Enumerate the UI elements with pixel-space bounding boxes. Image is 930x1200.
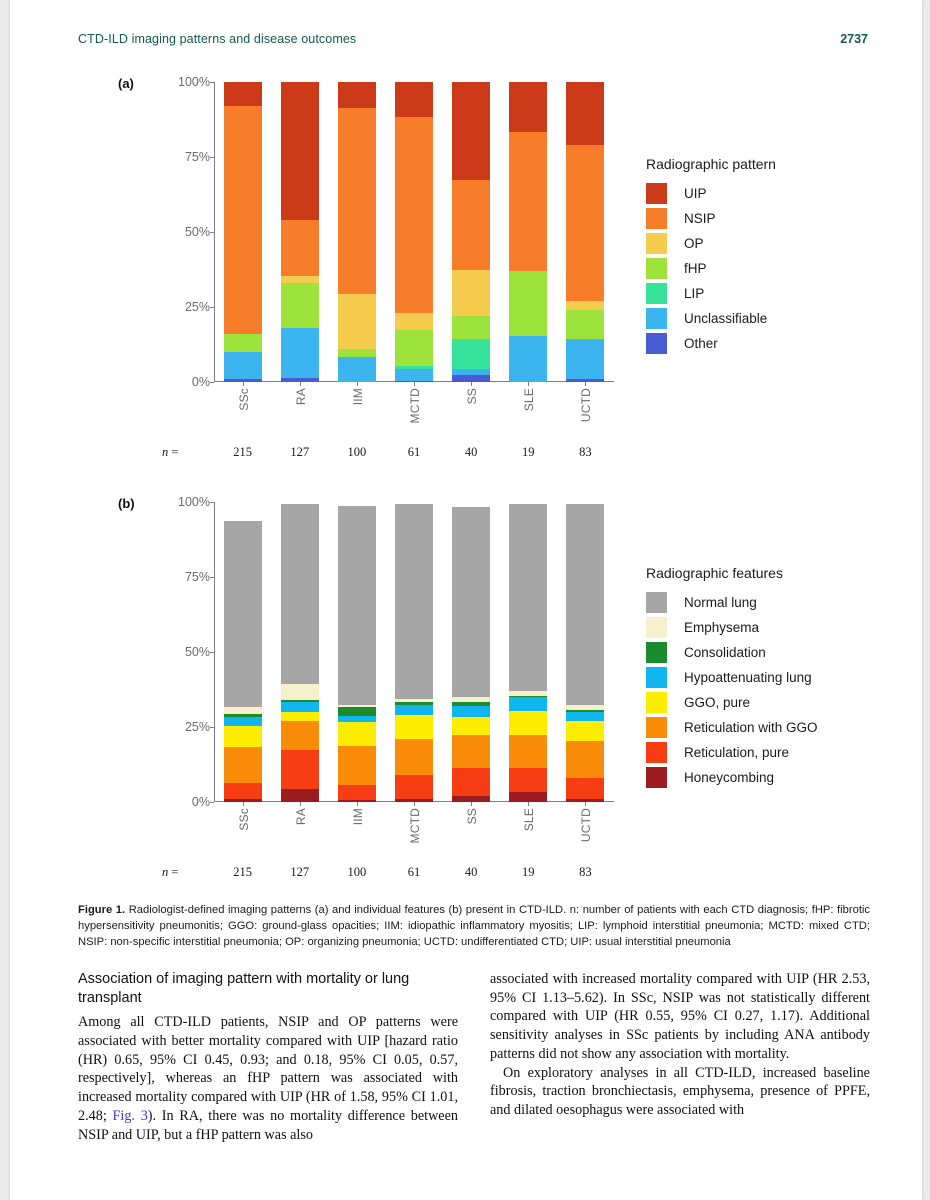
left-paragraph-1-part1: Among all CTD-ILD patients, NSIP and OP patterns were associated with better mortality compared with UIP [hazard ratio (HR) 0.65, 95% CI 0.45, 0.93; and 0.18, 95% CI 0.05, 0.57, respectively], whereas an fHP pattern was associated with increased mortality compared with UIP (HR of 1.58, 95% CI 1.01, 2.48;: [78, 1014, 458, 1124]
bar-segment: [395, 313, 433, 330]
y-axis-tick-label: 25%: [184, 720, 210, 734]
x-axis-tick-mark: [471, 802, 472, 806]
bar-segment: [509, 82, 547, 132]
n-value: 83: [579, 865, 592, 879]
y-axis-tick-label: 50%: [184, 225, 210, 239]
left-paragraph-1: [78, 1013, 458, 1144]
bar-segment: [452, 270, 490, 317]
x-axis-tick-label: MCTD: [408, 388, 422, 424]
bar-segment: [338, 108, 376, 294]
n-label-b: n =: [162, 865, 179, 879]
x-axis-tick-mark: [585, 382, 586, 386]
x-axis-tick-mark: [528, 382, 529, 386]
y-axis-tick-mark: [210, 382, 214, 383]
bar-segment: [281, 328, 319, 378]
stacked-bar: [338, 506, 376, 802]
bar-segment: [395, 715, 433, 739]
legend-item: [646, 256, 776, 281]
legend-color-swatch: [646, 742, 667, 763]
legend-item-label: OP: [684, 236, 704, 251]
y-axis-tick-mark: [210, 652, 214, 653]
x-axis-tick-mark: [357, 382, 358, 386]
bar-segment: [281, 276, 319, 284]
legend-item-label: Unclassifiable: [684, 311, 768, 326]
bar-segment: [452, 507, 490, 698]
legend-item-label: Other: [684, 336, 718, 351]
n-row-a: [78, 445, 638, 461]
legend-color-swatch: [646, 692, 667, 713]
bar-segment: [452, 706, 490, 717]
legend-item-label: fHP: [684, 261, 707, 276]
x-axis-tick-label: UCTD: [579, 808, 594, 843]
legend-item-label: Hypoattenuating lung: [684, 670, 812, 685]
n-value: 83: [579, 445, 592, 459]
figure-1: [78, 60, 878, 892]
y-axis-tick-label: 100%: [178, 75, 210, 89]
page-number: 2737: [840, 32, 868, 46]
bar-segment: [395, 775, 433, 799]
x-axis-tick-mark: [243, 802, 244, 806]
figure-3-link[interactable]: Fig. 3: [112, 1107, 148, 1124]
legend-item: [646, 765, 818, 790]
bar-segment: [281, 789, 319, 803]
bar-segment: [281, 721, 319, 750]
bar-segment: [395, 369, 433, 381]
bar-segment: [338, 357, 376, 383]
bar-segment: [509, 504, 547, 692]
bar-segment: [395, 705, 433, 716]
bar-segment: [224, 747, 262, 783]
legend-item-label: Reticulation, pure: [684, 745, 790, 760]
legend-item-label: Reticulation with GGO: [684, 720, 818, 735]
bar-segment: [509, 792, 547, 803]
legend-color-swatch: [646, 308, 667, 329]
n-value: 127: [290, 445, 310, 459]
x-axis-tick-label: SSc: [236, 808, 251, 831]
journal-page: [10, 0, 922, 1200]
x-axis-tick-mark: [300, 382, 301, 386]
x-axis-tick-mark: [414, 802, 415, 806]
legend-color-swatch: [646, 767, 667, 788]
bar-group-b: [214, 502, 614, 802]
bar-segment: [224, 521, 262, 707]
n-value: 19: [522, 445, 535, 459]
legend-item: [646, 231, 776, 256]
stacked-bar: [452, 82, 490, 382]
n-value: 40: [464, 865, 478, 879]
bar-segment: [338, 506, 376, 706]
bar-segment: [224, 707, 262, 715]
legend-item: [646, 331, 776, 356]
legend-item-label: LIP: [684, 286, 705, 301]
y-axis-tick-label: 25%: [184, 300, 210, 314]
legend-item: [646, 665, 818, 690]
legend-color-swatch: [646, 717, 667, 738]
x-axis-tick-mark: [357, 802, 358, 806]
bar-segment: [338, 82, 376, 108]
stacked-bar: [338, 82, 376, 382]
legend-color-swatch: [646, 258, 667, 279]
y-axis-tick-label: 100%: [178, 495, 210, 509]
bar-segment: [281, 750, 319, 789]
bar-segment: [224, 717, 262, 726]
x-axis-tick-label: SSc: [236, 388, 251, 411]
bar-segment: [395, 504, 433, 699]
stacked-bar: [281, 82, 319, 382]
legend-color-swatch: [646, 208, 667, 229]
bar-segment: [224, 783, 262, 800]
n-row-b: [78, 865, 638, 881]
y-axis-tick-label: 75%: [184, 570, 210, 584]
bar-segment: [452, 375, 490, 383]
bar-segment: [395, 117, 433, 314]
stacked-bar: [224, 82, 262, 382]
legend-item: [646, 306, 776, 331]
bar-segment: [509, 768, 547, 792]
bar-segment: [509, 271, 547, 336]
bar-segment: [338, 707, 376, 716]
bar-segment: [224, 334, 262, 352]
bar-segment: [281, 504, 319, 684]
x-axis-tick-label: UCTD: [579, 388, 594, 423]
figure-caption: [78, 903, 870, 951]
n-value: 61: [407, 445, 421, 459]
x-axis-tick-label: RA: [293, 808, 308, 826]
bar-segment: [281, 712, 319, 721]
legend-item-label: NSIP: [684, 211, 716, 226]
legend-color-swatch: [646, 283, 667, 304]
legend-b-title: Radiographic features: [646, 565, 783, 581]
x-axis-tick-mark: [414, 382, 415, 386]
stacked-bar: [509, 82, 547, 382]
right-paragraph-2: On exploratory analyses in all CTD-ILD, increased baseline fibrosis, traction bronchiectasis, emphysema, presence of PPFE, and dilated oesophagus were associated with: [490, 1064, 870, 1119]
legend-color-swatch: [646, 233, 667, 254]
bar-segment: [281, 702, 319, 713]
n-value: 100: [347, 865, 367, 879]
legend-a-title: Radiographic pattern: [646, 156, 776, 172]
legend-item: [646, 206, 776, 231]
legend-item: [646, 281, 776, 306]
legend-color-swatch: [646, 667, 667, 688]
stacked-bar: [395, 504, 433, 803]
stacked-bar: [566, 82, 604, 382]
right-column: [490, 970, 870, 1144]
body-columns: [78, 970, 870, 1144]
y-axis-tick-mark: [210, 232, 214, 233]
bar-segment: [566, 504, 604, 705]
n-value: 215: [233, 865, 252, 879]
y-axis-tick-label: 0%: [191, 795, 210, 809]
bar-segment: [509, 132, 547, 272]
stacked-bar: [452, 507, 490, 803]
legend-item: [646, 740, 818, 765]
legend-color-swatch: [646, 183, 667, 204]
bar-segment: [566, 778, 604, 799]
x-axis-tick-label: IIM: [350, 388, 365, 406]
bar-segment: [566, 741, 604, 779]
stacked-bar: [281, 504, 319, 803]
legend-color-swatch: [646, 333, 667, 354]
legend-color-swatch: [646, 642, 667, 663]
plot-area-a: [178, 75, 614, 424]
bar-segment: [509, 711, 547, 735]
figure-caption-prefix: Figure 1.: [78, 904, 126, 916]
y-axis-tick-mark: [210, 82, 214, 83]
bar-segment: [452, 735, 490, 768]
y-axis-tick-label: 75%: [184, 150, 210, 164]
bar-segment: [452, 180, 490, 270]
bar-segment: [338, 746, 376, 785]
legend-item-label: Honeycombing: [684, 770, 775, 785]
bar-segment: [395, 82, 433, 117]
bar-segment: [566, 145, 604, 301]
bar-segment: [395, 330, 433, 366]
bar-segment: [452, 316, 490, 339]
bar-segment: [566, 82, 604, 145]
bar-group-a: [214, 82, 614, 382]
x-axis-tick-mark: [528, 802, 529, 806]
bar-segment: [224, 82, 262, 106]
y-axis-tick-mark: [210, 502, 214, 503]
bar-segment: [509, 336, 547, 383]
bar-segment: [566, 301, 604, 310]
x-axis-tick-label: SLE: [522, 808, 537, 832]
y-axis-tick-mark: [210, 577, 214, 578]
panel-b-label: (b): [118, 496, 135, 511]
bar-segment: [452, 768, 490, 797]
legend-item-label: Consolidation: [684, 645, 766, 660]
bar-segment: [338, 349, 376, 357]
left-paragraph-1-part2: ). In RA, there was no mortality difference between NSIP and UIP, but a fHP pattern was also: [78, 1107, 458, 1143]
n-value: 19: [522, 865, 535, 879]
x-axis-tick-label: SS: [465, 388, 480, 405]
legend-b: [646, 565, 818, 790]
bar-segment: [452, 339, 490, 369]
bar-segment: [452, 82, 490, 180]
running-head-title: CTD-ILD imaging patterns and disease outcomes: [78, 32, 357, 46]
legend-item-label: UIP: [684, 186, 707, 201]
stacked-bar: [509, 504, 547, 803]
bar-segment: [338, 785, 376, 800]
legend-item-label: Normal lung: [684, 595, 757, 610]
plot-area-b: [178, 495, 614, 844]
n-value: 40: [464, 445, 478, 459]
n-value: 61: [407, 865, 421, 879]
bar-segment: [224, 726, 262, 747]
n-value: 215: [233, 445, 252, 459]
n-value: 100: [347, 445, 367, 459]
n-label-a: n =: [162, 445, 179, 459]
legend-color-swatch: [646, 592, 667, 613]
n-value: 127: [290, 865, 310, 879]
bar-segment: [509, 697, 547, 711]
y-axis-tick-mark: [210, 307, 214, 308]
legend-item: [646, 640, 818, 665]
y-axis-tick-mark: [210, 157, 214, 158]
panel-a-label: (a): [118, 76, 134, 91]
legend-item-label: Emphysema: [684, 620, 760, 635]
x-axis-tick-mark: [585, 802, 586, 806]
bar-segment: [338, 294, 376, 350]
bar-segment: [452, 717, 490, 735]
chart-panel-b: [78, 480, 878, 892]
bar-segment: [281, 684, 319, 701]
figure-caption-text: Radiologist-defined imaging patterns (a) and individual features (b) present in CTD-ILD. n: number of patients with each CTD diagnosis; fHP: fibrotic hypersensitivity pneumonitis; GGO: ground-glass opacities; IIM: idiopathic inflammatory myositis; LIP: lymphoid interstitial pneumonia; MCTD: mixed CTD; NSIP: non-specific interstitial pneumonia; OP: organizing pneumonia; UCTD: undifferentiated CTD; UIP: usual interstitial pneumonia: [78, 904, 871, 948]
legend-item-label: GGO, pure: [684, 695, 751, 710]
x-axis-tick-mark: [471, 382, 472, 386]
bar-segment: [338, 722, 376, 746]
bar-segment: [224, 352, 262, 379]
y-axis-tick-label: 50%: [184, 645, 210, 659]
stacked-bar: [395, 82, 433, 382]
bar-segment: [281, 82, 319, 220]
left-column: [78, 970, 458, 1144]
running-head: [78, 32, 868, 46]
legend-item: [646, 181, 776, 206]
y-axis-tick-mark: [210, 727, 214, 728]
bar-segment: [566, 339, 604, 380]
bar-segment: [566, 712, 604, 721]
x-axis-tick-label: RA: [293, 388, 308, 406]
x-axis-tick-label: SS: [465, 808, 480, 825]
legend-item: [646, 690, 818, 715]
y-axis-tick-mark: [210, 802, 214, 803]
x-axis-tick-mark: [300, 802, 301, 806]
legend-item: [646, 590, 818, 615]
x-axis-tick-label: SLE: [522, 388, 537, 412]
stacked-bar: [566, 504, 604, 802]
section-heading: Association of imaging pattern with mortality or lung transplant: [78, 971, 410, 1006]
right-paragraph-1: associated with increased mortality compared with UIP (HR 2.53, 95% CI 1.13–5.62). In SSc, NSIP was not statistically different compared with UIP (HR 0.55, 95% CI 0.27, 1.17). Additional sensitivity analyses in SSc patients by including ANA antibody patterns did not show any association with mortality.: [490, 971, 870, 1062]
bar-segment: [395, 739, 433, 775]
legend-item: [646, 615, 818, 640]
legend-a: [646, 156, 776, 356]
bar-segment: [224, 106, 262, 334]
y-axis-tick-label: 0%: [191, 375, 210, 389]
x-axis-tick-label: IIM: [350, 808, 365, 826]
bar-segment: [566, 310, 604, 339]
chart-panel-a: [78, 60, 878, 480]
x-axis-tick-label: MCTD: [408, 808, 422, 844]
bar-segment: [509, 735, 547, 768]
legend-item: [646, 715, 818, 740]
stacked-bar: [224, 521, 262, 802]
bar-segment: [566, 721, 604, 741]
x-axis-tick-mark: [243, 382, 244, 386]
bar-segment: [281, 283, 319, 328]
bar-segment: [281, 220, 319, 276]
legend-color-swatch: [646, 617, 667, 638]
